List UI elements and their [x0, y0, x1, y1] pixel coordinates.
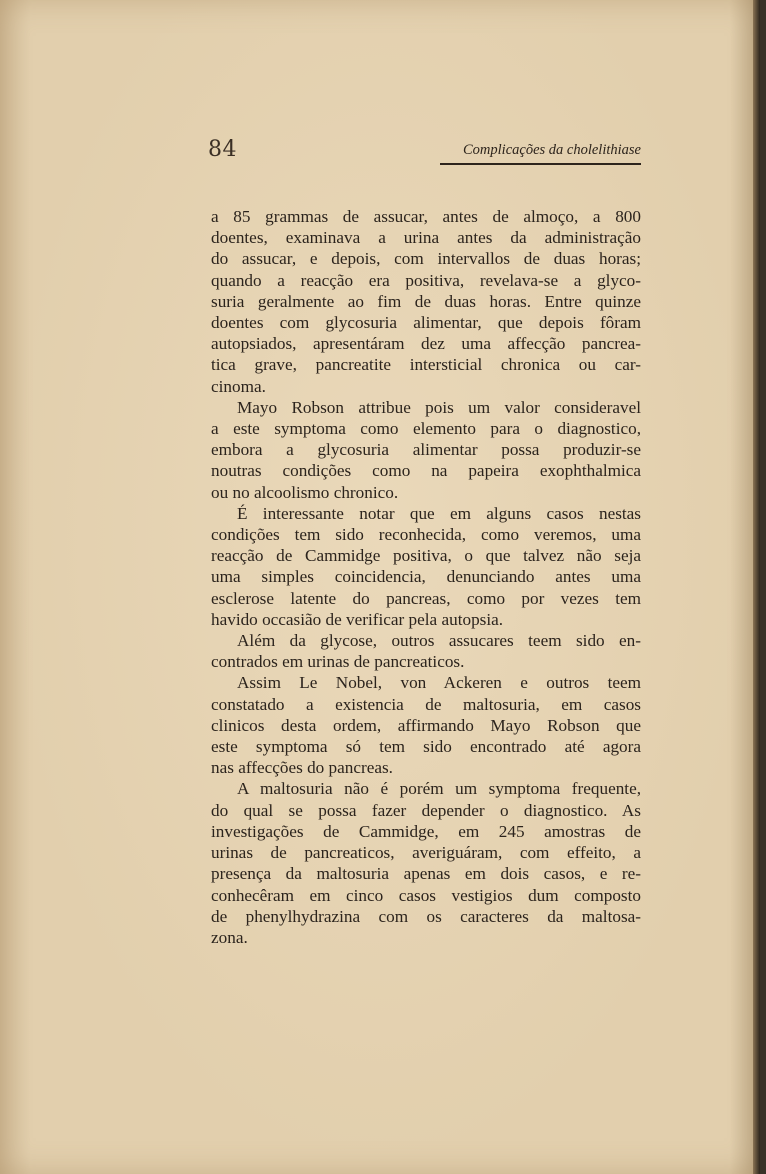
text-line: investigações de Cammidge, em 245 amostras de: [211, 821, 641, 841]
text-line: Além da glycose, outros assucares teem sido en-: [237, 631, 641, 651]
text-line: doentes, examinava a urina antes da administração: [211, 228, 641, 248]
text-line: autopsiados, apresentáram dez uma affecção pancrea-: [211, 334, 641, 354]
text-line: condições tem sido reconhecida, como veremos, uma: [211, 525, 641, 545]
text-line: de phenylhydrazina com os caracteres da maltosa-: [211, 906, 641, 926]
text-line: quando a reacção era positiva, revelava-se a glyco-: [211, 270, 641, 290]
header-rule: [440, 163, 641, 165]
text-line: reacção de Cammidge positiva, o que talvez não seja: [211, 546, 641, 566]
text-line: urinas de pancreaticos, averiguáram, com effeito, a: [211, 843, 641, 863]
text-line: cinoma.: [211, 376, 266, 396]
text-line: uma simples coincidencia, denunciando antes uma: [211, 567, 641, 587]
body-text: [211, 206, 641, 948]
page-edge-shadow: [753, 0, 760, 1174]
text-line: Assim Le Nobel, von Ackeren e outros teem: [237, 673, 641, 693]
page-number: 84: [208, 137, 237, 162]
text-line: clinicos desta ordem, affirmando Mayo Robson que: [211, 715, 641, 735]
text-line: doentes com glycosuria alimentar, que depois fôram: [211, 313, 641, 333]
text-line: suria geralmente ao fim de duas horas. Entre quinze: [211, 291, 641, 311]
text-line: havido occasião de verificar pela autopsia.: [211, 609, 504, 629]
text-line: do assucar, e depois, com intervallos de duas horas;: [211, 249, 641, 269]
text-line: embora a glycosuria alimentar possa produzir-se: [211, 440, 641, 460]
text-line: esclerose latente do pancreas, como por vezes tem: [211, 588, 641, 608]
running-head: Complicações da cholelithiase: [463, 142, 641, 158]
text-line: tica grave, pancreatite intersticial chronica ou car-: [211, 355, 641, 375]
text-line: constatado a existencia de maltosuria, em casos: [211, 694, 641, 714]
text-line: do qual se possa fazer depender o diagnostico. As: [211, 800, 641, 820]
text-line: a 85 grammas de assucar, antes de almoço, a 800: [211, 207, 641, 226]
text-line: este symptoma só tem sido encontrado até agora: [211, 737, 641, 757]
text-line: presença da maltosuria apenas em dois casos, e re-: [211, 864, 641, 884]
text-line: conhecêram em cinco casos vestigios dum composto: [211, 885, 641, 905]
text-line: É interessante notar que em alguns casos nestas: [237, 503, 641, 523]
text-line: Mayo Robson attribue pois um valor consideravel: [237, 397, 641, 417]
text-line: zona.: [211, 927, 248, 947]
text-line: a este symptoma como elemento para o diagnostico,: [211, 419, 641, 439]
text-line: nas affecções do pancreas.: [211, 758, 393, 778]
text-line: noutras condições como na papeira exophthalmica: [211, 461, 641, 481]
text-line: contrados em urinas de pancreaticos.: [211, 652, 465, 672]
text-line: A maltosuria não é porém um symptoma frequente,: [237, 779, 641, 799]
text-line: ou no alcoolismo chronico.: [211, 482, 399, 502]
